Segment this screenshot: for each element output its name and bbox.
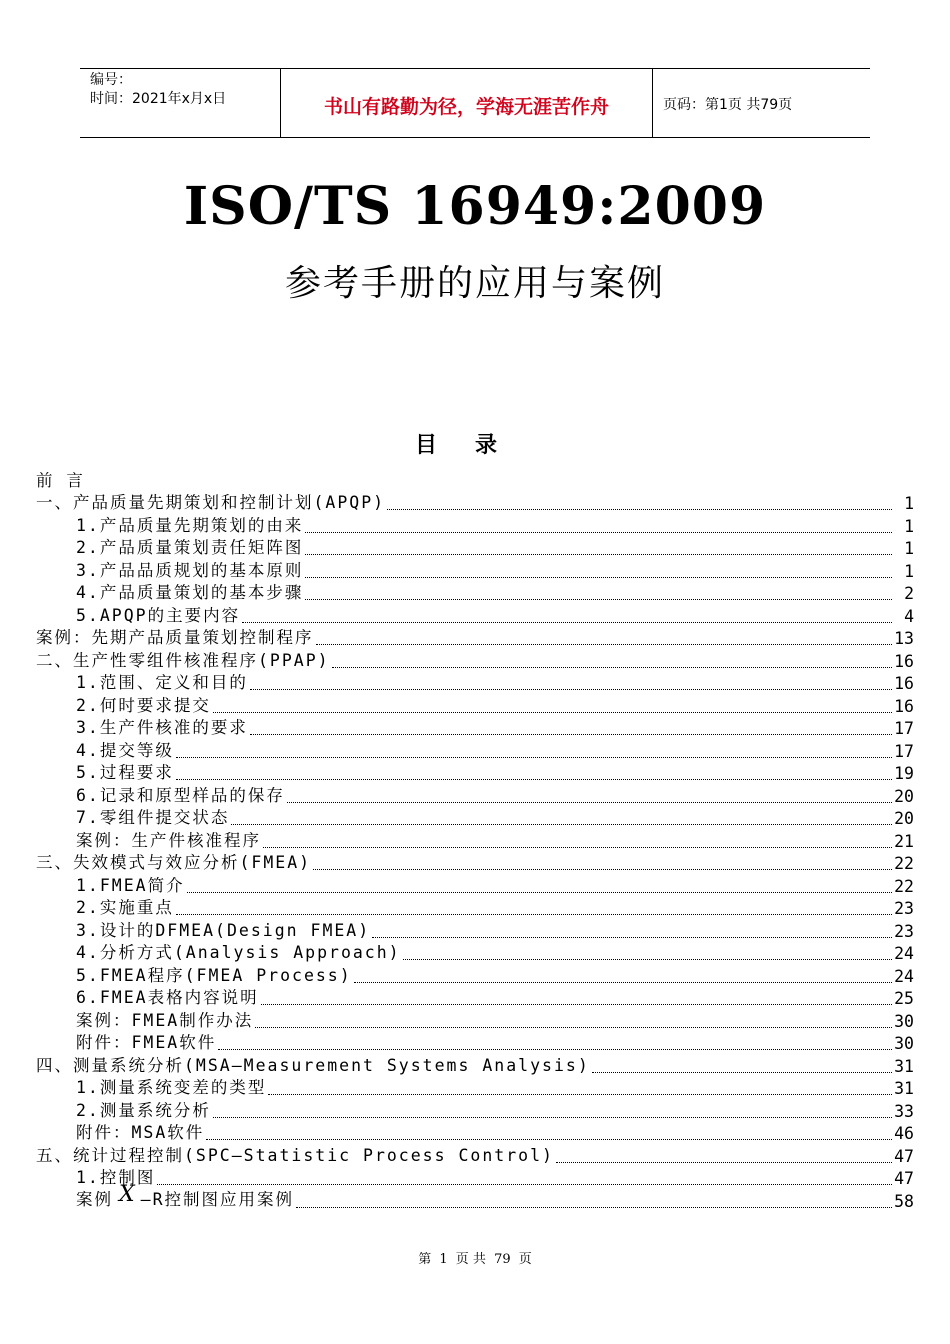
toc-entry[interactable] [36,1031,914,1054]
toc-entry[interactable] [36,761,914,784]
toc-entry-page: 1 [904,494,914,513]
dot-leader [250,689,892,690]
page-footer [0,1248,950,1267]
toc-entry-page: 1 [904,539,914,558]
toc-entry[interactable] [36,828,914,851]
toc-entry-page: 16 [894,674,914,693]
toc-entry[interactable] [36,468,914,491]
toc-entry-page: 24 [894,966,914,986]
dot-leader [206,1139,892,1140]
toc-entry-page: 47 [894,1146,914,1166]
toc-entry-label: 3.产品品质规划的基本原则 [76,560,304,580]
header-table [80,68,870,138]
toc-entry-label: 案例：先期产品质量策划控制程序 [36,628,314,647]
toc-entry[interactable] [36,873,914,896]
toc-entry-label: 前 言 [36,470,85,490]
toc-entry-label: 4.产品质量策划的基本步骤 [76,583,304,602]
toc-entry[interactable] [36,941,914,964]
toc-entry[interactable] [36,1098,914,1121]
toc-entry-label: 3.设计的DFMEA(Design FMEA) [76,920,371,940]
dot-leader [403,959,892,960]
dot-leader [218,1049,892,1050]
toc-entry[interactable] [36,491,914,514]
dot-leader [261,1004,892,1005]
toc-entry-page: 31 [894,1079,914,1098]
footer-prefix: 第 [418,1252,432,1267]
toc-entry-label: 1.控制图 [76,1168,156,1187]
footer-suffix: 页 [518,1252,532,1267]
dot-leader [187,892,892,893]
toc-entry-label: 四、测量系统分析(MSA—Measurement Systems Analysis) [36,1055,590,1075]
toc-entry[interactable] [36,536,914,559]
toc-entry-page: 2 [904,584,914,603]
footer-mid: 页 共 [455,1252,486,1267]
page-info-text: 页码：第1页 共79页 [663,97,793,113]
toc-entry-label: 2.何时要求提交 [76,695,211,715]
toc-entry-page: 17 [894,719,914,738]
toc-entry-page: 22 [894,854,914,873]
toc-entry-label: 3.生产件核准的要求 [76,718,248,737]
toc-entry-page: 31 [894,1056,914,1076]
dot-leader [387,509,892,510]
toc-entry[interactable] [36,513,914,536]
dot-leader [213,712,892,713]
toc-entry[interactable] [36,693,914,716]
toc-entry[interactable] [36,738,914,761]
dot-leader [231,824,892,825]
toc-entry-label [76,1181,295,1211]
document-subtitle: 参考手册的应用与案例 [284,263,665,304]
toc-entry-label: 5.过程要求 [76,763,174,782]
x-bar-symbol: X [119,1181,135,1207]
toc-heading-text: 目录 [414,433,535,458]
dot-leader [263,847,892,848]
toc-entry-page: 1 [904,561,914,581]
dot-leader [268,1094,892,1095]
toc-entry-page: 47 [894,1169,914,1188]
toc-entry[interactable] [36,1121,914,1144]
toc-entry-page: 23 [894,899,914,918]
toc-entry-label: 2.实施重点 [76,898,174,917]
toc-entry-page: 20 [894,809,914,828]
code-label: 编号： [90,72,132,88]
toc-entry-page: 33 [894,1101,914,1121]
toc-entry-page: 1 [904,516,914,536]
toc-entry[interactable] [36,783,914,806]
toc-entry-page: 4 [904,606,914,626]
toc-entry-label: 附件：MSA软件 [76,1123,205,1142]
document-title: ISO/TS 16949:2009 [183,176,767,237]
toc-entry[interactable] [36,1053,914,1076]
toc-entry-label: 7.零组件提交状态 [76,808,230,827]
motto-cell [281,69,653,137]
toc-entry-page: 46 [894,1124,914,1143]
toc-entry-label: 4.分析方式(Analysis Approach) [76,943,401,962]
toc-entry-label: 二、生产性零组件核准程序(PPAP) [36,650,330,670]
motto-text: 书山有路勤为径，学海无涯苦作舟 [323,95,609,118]
toc-entry-label: 5.FMEA程序(FMEA Process) [76,965,352,985]
footer-page-num: 1 [439,1252,448,1267]
toc-entry[interactable] [36,851,914,874]
dot-leader [305,532,892,533]
toc-entry-label: 一、产品质量先期策划和控制计划(APQP) [36,493,386,512]
toc-entry[interactable] [36,1076,914,1099]
table-of-contents [36,468,914,1211]
toc-entry-label-suffix: —R控制图应用案例 [140,1189,295,1209]
toc-entry-label: 1.产品质量先期策划的由来 [76,515,304,535]
toc-entry[interactable] [36,626,914,649]
dot-leader [305,554,892,555]
toc-entry-label: 2.测量系统分析 [76,1100,211,1120]
toc-entry[interactable] [36,581,914,604]
dot-leader [287,802,892,803]
toc-entry-label: 2.产品质量策划责任矩阵图 [76,538,304,557]
toc-entry-page: 58 [894,1191,914,1211]
toc-entry[interactable] [36,896,914,919]
toc-entry-page: 21 [894,831,914,851]
toc-entry[interactable] [36,716,914,739]
toc-entry-label-prefix: 案例 [76,1189,113,1209]
toc-entry[interactable] [36,918,914,941]
toc-entry[interactable] [36,648,914,671]
toc-entry-page: 25 [894,989,914,1008]
dot-leader [372,937,892,938]
toc-entry-label: 案例：FMEA制作办法 [76,1010,254,1030]
toc-entry-label: 1.FMEA简介 [76,875,185,895]
toc-entry[interactable] [36,963,914,986]
toc-entry[interactable] [36,806,914,829]
dot-leader [313,869,892,870]
dot-leader [305,577,892,578]
toc-entry[interactable] [36,1008,914,1031]
toc-entry[interactable] [36,986,914,1009]
toc-entry-page: 17 [894,741,914,761]
toc-entry-label: 4.提交等级 [76,740,174,760]
toc-entry-page: 30 [894,1011,914,1031]
toc-entry-page: 23 [894,921,914,941]
toc-entry-label: 1.测量系统变差的类型 [76,1078,267,1097]
toc-entry-label: 五、统计过程控制(SPC—Statistic Process Control) [36,1145,554,1165]
dot-leader [332,667,892,668]
toc-entry[interactable] [36,1143,914,1166]
toc-entry-label: 三、失效模式与效应分析(FMEA) [36,853,312,872]
dot-leader [176,914,892,915]
toc-entry-page: 22 [894,876,914,896]
toc-entry-label: 6.FMEA表格内容说明 [76,988,259,1007]
dot-leader [592,1072,892,1073]
dot-leader [296,1207,892,1208]
dot-leader [176,779,892,780]
dot-leader [556,1162,892,1163]
page-info-cell [653,69,870,137]
toc-entry-label: 6.记录和原型样品的保存 [76,785,285,805]
toc-entry-label: 案例：生产件核准程序 [76,830,261,850]
time-label: 时间：2021年x月x日 [90,91,227,107]
dot-leader [305,599,892,600]
dot-leader [213,1117,892,1118]
dot-leader [242,622,892,623]
toc-entry-page: 20 [894,786,914,806]
dot-leader [354,982,892,983]
toc-entry-page: 16 [894,696,914,716]
dot-leader [176,757,892,758]
toc-entry-label: 5.APQP的主要内容 [76,605,241,625]
toc-entry[interactable] [36,671,914,694]
footer-page-total: 79 [494,1252,511,1267]
toc-entry[interactable] [36,603,914,626]
dot-leader [250,734,892,735]
toc-entry-page: 24 [894,944,914,963]
toc-entry[interactable] [36,558,914,581]
toc-entry-page: 19 [894,764,914,783]
toc-entry-label: 1.范围、定义和目的 [76,673,248,692]
header-meta-cell [80,69,281,137]
toc-entry[interactable] [36,1181,914,1211]
toc-heading [0,428,950,459]
toc-entry-label: 附件：FMEA软件 [76,1033,217,1052]
toc-entry-page: 16 [894,651,914,671]
dot-leader [255,1027,892,1028]
toc-entry-page: 13 [894,629,914,648]
dot-leader [316,644,893,645]
toc-entry-page: 30 [894,1034,914,1053]
